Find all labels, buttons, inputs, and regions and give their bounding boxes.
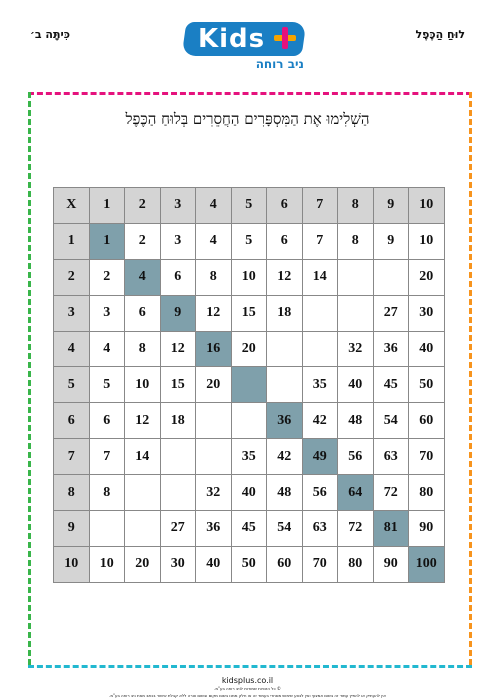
table-cell: 56 — [302, 475, 338, 511]
table-cell: 63 — [302, 511, 338, 547]
table-cell: 7 — [89, 439, 125, 475]
table-cell: 35 — [231, 439, 267, 475]
answer-cell[interactable] — [338, 259, 374, 295]
table-cell: 64 — [338, 475, 374, 511]
answer-cell[interactable] — [196, 439, 232, 475]
table-cell: 20 — [125, 546, 161, 582]
header-cell: 3 — [54, 295, 90, 331]
table-cell: 32 — [196, 475, 232, 511]
table-cell: 2 — [125, 223, 161, 259]
answer-cell[interactable] — [373, 259, 409, 295]
table-cell: 48 — [338, 403, 374, 439]
table-cell: 14 — [302, 259, 338, 295]
table-cell: 8 — [196, 259, 232, 295]
table-cell: 7 — [302, 223, 338, 259]
table-cell: 50 — [409, 367, 445, 403]
table-cell: 56 — [338, 439, 374, 475]
answer-cell[interactable] — [160, 439, 196, 475]
table-cell: 27 — [373, 295, 409, 331]
header-cell: 4 — [196, 188, 232, 224]
multiplication-table — [53, 187, 445, 583]
header-cell: 3 — [160, 188, 196, 224]
header-cell: 7 — [54, 439, 90, 475]
answer-cell[interactable] — [231, 403, 267, 439]
plus-icon — [274, 27, 296, 49]
answer-cell[interactable] — [125, 511, 161, 547]
table-cell: 10 — [125, 367, 161, 403]
table-cell: 50 — [231, 546, 267, 582]
table-row — [54, 511, 445, 547]
table-cell: 20 — [409, 259, 445, 295]
table-cell: 81 — [373, 511, 409, 547]
dashed-border-top — [28, 92, 472, 95]
table-row — [54, 403, 445, 439]
table-cell: 70 — [409, 439, 445, 475]
table-row — [54, 223, 445, 259]
table-cell: 36 — [267, 403, 303, 439]
table-cell: 12 — [125, 403, 161, 439]
table-cell: 72 — [338, 511, 374, 547]
table-cell: 6 — [125, 295, 161, 331]
header-cell: 8 — [54, 475, 90, 511]
header-cell: 1 — [89, 188, 125, 224]
answer-cell[interactable] — [125, 475, 161, 511]
header-cell: 5 — [231, 188, 267, 224]
table-cell: 63 — [373, 439, 409, 475]
table-cell: 42 — [302, 403, 338, 439]
table-cell: 5 — [89, 367, 125, 403]
header-cell: 9 — [54, 511, 90, 547]
table-cell: 4 — [89, 331, 125, 367]
table-cell: 54 — [373, 403, 409, 439]
table-cell: 12 — [196, 295, 232, 331]
logo-text: Kids — [198, 24, 266, 54]
table-cell: 9 — [373, 223, 409, 259]
answer-cell[interactable] — [302, 331, 338, 367]
table-cell: 6 — [89, 403, 125, 439]
grade-label: כִּיתָּה ב׳ — [30, 28, 70, 41]
table-cell: 27 — [160, 511, 196, 547]
table-row — [54, 259, 445, 295]
header-cell: 7 — [302, 188, 338, 224]
header-cell: 5 — [54, 367, 90, 403]
header-cell: 10 — [409, 188, 445, 224]
answer-cell[interactable] — [267, 367, 303, 403]
table-cell: 12 — [267, 259, 303, 295]
table-row — [54, 188, 445, 224]
header-cell: 4 — [54, 331, 90, 367]
table-cell: 18 — [160, 403, 196, 439]
table-cell: 10 — [231, 259, 267, 295]
table-cell: 18 — [267, 295, 303, 331]
table-cell: 40 — [231, 475, 267, 511]
table-cell: 12 — [160, 331, 196, 367]
table-cell: 15 — [231, 295, 267, 331]
table-cell: 20 — [196, 367, 232, 403]
table-cell: 6 — [267, 223, 303, 259]
table-row — [54, 475, 445, 511]
table-cell: 40 — [196, 546, 232, 582]
table-cell: 14 — [125, 439, 161, 475]
answer-cell[interactable] — [196, 403, 232, 439]
table-cell: 60 — [267, 546, 303, 582]
header-cell: 2 — [125, 188, 161, 224]
header-cell: 2 — [54, 259, 90, 295]
table-row — [54, 295, 445, 331]
table-cell: 60 — [409, 403, 445, 439]
dashed-border-bottom — [28, 665, 472, 668]
table-cell: 8 — [338, 223, 374, 259]
header-cell: X — [54, 188, 90, 224]
table-cell: 54 — [267, 511, 303, 547]
table-cell: 1 — [89, 223, 125, 259]
table-cell: 2 — [89, 259, 125, 295]
table-cell: 8 — [125, 331, 161, 367]
header-cell: 6 — [267, 188, 303, 224]
table-cell: 36 — [373, 331, 409, 367]
table-cell: 15 — [160, 367, 196, 403]
table-cell: 30 — [160, 546, 196, 582]
footer-legal: אין להעתיק או להפיץ עמוד זה בשום אמצעי ואין לבצע שימוש מסחרי בעמוד זה או חלק ממנו בשום מקום ובשום צורה ללא קבלת אישור בכתב מאת ניב רוחה בע"מ. — [109, 693, 386, 698]
answer-cell[interactable] — [338, 295, 374, 331]
table-cell: 35 — [302, 367, 338, 403]
table-cell: 30 — [409, 295, 445, 331]
table-cell: 90 — [373, 546, 409, 582]
table-cell: 6 — [160, 259, 196, 295]
header-cell: 8 — [338, 188, 374, 224]
table-row — [54, 331, 445, 367]
kids-plus-logo[interactable] — [184, 22, 312, 72]
table-cell: 70 — [302, 546, 338, 582]
table-cell: 10 — [89, 546, 125, 582]
header-cell: 9 — [373, 188, 409, 224]
footer-copyright: © כל הזכויות שמורות לניב רוחה בע"מ. — [214, 686, 281, 691]
table-cell: 45 — [373, 367, 409, 403]
table-cell: 40 — [338, 367, 374, 403]
answer-cell[interactable] — [231, 367, 267, 403]
logo-subtitle: ניב רוחה — [255, 57, 304, 71]
table-cell: 90 — [409, 511, 445, 547]
table-cell: 3 — [160, 223, 196, 259]
table-cell: 32 — [338, 331, 374, 367]
table-cell: 36 — [196, 511, 232, 547]
table-cell: 42 — [267, 439, 303, 475]
table-cell: 10 — [409, 223, 445, 259]
table-cell: 100 — [409, 546, 445, 582]
table-cell: 4 — [196, 223, 232, 259]
table-cell: 49 — [302, 439, 338, 475]
table-cell: 80 — [338, 546, 374, 582]
answer-cell[interactable] — [160, 475, 196, 511]
table-cell: 72 — [373, 475, 409, 511]
table-cell: 9 — [160, 295, 196, 331]
table-cell: 20 — [231, 331, 267, 367]
footer-url[interactable]: kidsplus.co.il — [221, 676, 274, 685]
table-cell: 3 — [89, 295, 125, 331]
header-cell: 1 — [54, 223, 90, 259]
table-row — [54, 367, 445, 403]
table-row — [54, 439, 445, 475]
table-cell: 80 — [409, 475, 445, 511]
instruction-text: הַשְׁלִימוּ אֶת הַמִּסְפָּרִים הַחֲסֵרִים בְּלוּחַ הַכֶּפֶל — [125, 110, 370, 128]
table-cell: 45 — [231, 511, 267, 547]
topic-label: לוּחַ הַכֶּפֶל — [415, 28, 465, 41]
answer-cell[interactable] — [267, 331, 303, 367]
answer-cell[interactable] — [89, 511, 125, 547]
table-cell: 8 — [89, 475, 125, 511]
table-cell: 4 — [125, 259, 161, 295]
header-cell: 10 — [54, 546, 90, 582]
header-cell: 6 — [54, 403, 90, 439]
answer-cell[interactable] — [302, 295, 338, 331]
dashed-border-left — [28, 92, 31, 665]
dashed-border-right — [469, 92, 472, 665]
table-cell: 16 — [196, 331, 232, 367]
table-row — [54, 546, 445, 582]
table-cell: 48 — [267, 475, 303, 511]
table-cell: 5 — [231, 223, 267, 259]
table-cell: 40 — [409, 331, 445, 367]
